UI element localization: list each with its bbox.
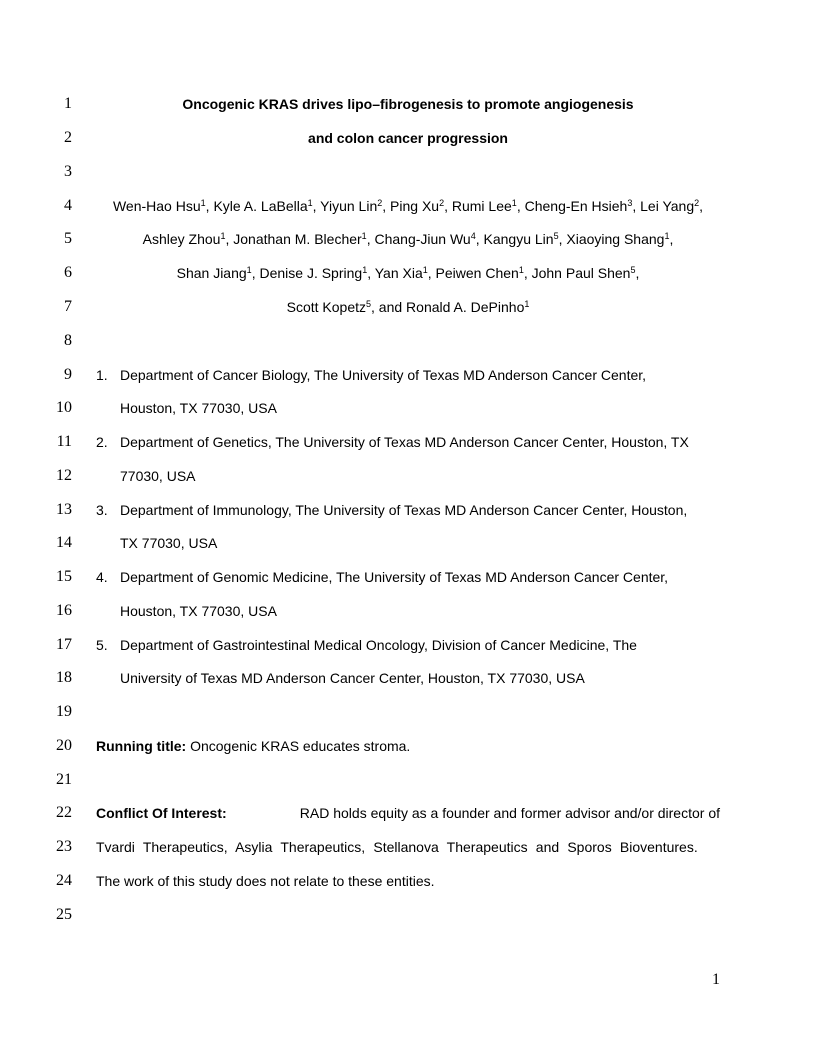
line-number: 22 <box>56 804 72 821</box>
author-line-2 <box>96 229 720 249</box>
separator: , <box>516 198 525 214</box>
affiliation-text: Department of Cancer Biology, The University of Texas MD Anderson Cancer Center, <box>120 367 647 383</box>
affiliation-marker: 1 <box>220 231 226 241</box>
line-number: 24 <box>56 872 72 889</box>
page-number: 1 <box>712 971 720 988</box>
separator: , <box>225 231 234 247</box>
separator: , <box>367 265 375 281</box>
affiliation-marker: 1 <box>246 265 252 275</box>
affiliation-marker: 2 <box>377 198 383 208</box>
affiliation-continuation: Houston, TX 77030, USA <box>120 603 277 619</box>
author-name: Cheng-En Hsieh <box>524 198 628 214</box>
author-name: Ashley Zhou <box>142 231 221 247</box>
author-name: Wen-Hao Hsu <box>112 198 201 214</box>
running-title-text: Oncogenic KRAS educates stroma. <box>190 738 411 754</box>
author-line-4 <box>96 297 720 317</box>
line-number: 8 <box>64 332 72 349</box>
separator: , <box>205 198 214 214</box>
separator: , <box>366 231 375 247</box>
line-number: 9 <box>64 366 72 383</box>
author-name: Lei Yang <box>640 198 695 214</box>
line-number: 2 <box>64 129 72 146</box>
line-number: 17 <box>56 636 72 653</box>
affiliation-item <box>96 432 720 452</box>
affiliation-marker: 1 <box>200 198 206 208</box>
affiliation-marker: 1 <box>362 265 368 275</box>
separator: , <box>444 198 452 214</box>
affiliation-text: Department of Genomic Medicine, The University of Texas MD Anderson Cancer Center, <box>120 569 669 585</box>
author-name: Denise J. Spring <box>259 265 363 281</box>
affiliation-item <box>96 567 720 587</box>
line-number: 12 <box>56 467 72 484</box>
separator: , and <box>371 299 407 315</box>
affiliation-marker: 1 <box>361 231 367 241</box>
affiliation-continuation: University of Texas MD Anderson Cancer Center, Houston, TX 77030, USA <box>120 670 585 686</box>
author-name: Peiwen Chen <box>435 265 519 281</box>
line-number: 23 <box>56 838 72 855</box>
affiliation-number: 1. <box>96 367 108 383</box>
author-name: Xiaoying Shang <box>566 231 665 247</box>
author-name: Scott Kopetz <box>286 299 366 315</box>
affiliation-number: 5. <box>96 637 108 653</box>
author-name: Kyle A. LaBella <box>213 198 308 214</box>
running-title <box>96 736 720 756</box>
affiliation-marker: 1 <box>518 265 524 275</box>
line-number: 6 <box>64 264 72 281</box>
running-title-label: Running title: <box>96 738 187 754</box>
line-number: 5 <box>64 230 72 247</box>
line-number: 7 <box>64 298 72 315</box>
affiliation-item <box>96 365 720 385</box>
title-line-1: Oncogenic KRAS drives lipo–fibrogenesis to promote angiogenesis <box>182 96 634 112</box>
conflict-text: RAD holds equity as a founder and former advisor and/or director of <box>299 805 720 821</box>
affiliation-marker: 5 <box>366 299 372 309</box>
author-name: Ping Xu <box>390 198 440 214</box>
affiliation-marker: 5 <box>553 231 559 241</box>
line-number: 10 <box>56 399 72 416</box>
author-name: Yan Xia <box>374 265 423 281</box>
affiliation-item <box>96 635 720 655</box>
conflict-line-1 <box>96 803 720 823</box>
affiliation-marker: 1 <box>511 198 517 208</box>
author-name: Rumi Lee <box>451 198 512 214</box>
author-line-1 <box>96 196 720 216</box>
affiliation-continuation: TX 77030, USA <box>120 535 218 551</box>
affiliation-marker: 1 <box>524 299 530 309</box>
affiliation-text: Department of Immunology, The University of Texas MD Anderson Cancer Center, Houston, <box>120 502 688 518</box>
line-number: 14 <box>56 534 72 551</box>
line-number: 21 <box>56 771 72 788</box>
separator: , <box>699 198 704 214</box>
affiliation-marker: 1 <box>664 231 670 241</box>
separator: , <box>427 265 436 281</box>
line-number: 20 <box>56 737 72 754</box>
line-number: 3 <box>64 163 72 180</box>
affiliation-text: Department of Gastrointestinal Medical Oncology, Division of Cancer Medicine, The <box>120 637 637 653</box>
affiliation-continuation: Houston, TX 77030, USA <box>120 400 277 416</box>
line-number: 4 <box>64 197 72 214</box>
line-number: 13 <box>56 501 72 518</box>
author-name: John Paul Shen <box>531 265 631 281</box>
separator: , <box>251 265 260 281</box>
separator: , <box>558 231 567 247</box>
affiliation-item <box>96 500 720 520</box>
affiliation-marker: 2 <box>439 198 445 208</box>
line-number: 1 <box>64 95 72 112</box>
separator: , <box>632 198 641 214</box>
affiliation-marker: 5 <box>630 265 636 275</box>
author-name: Shan Jiang <box>176 265 247 281</box>
separator: , <box>635 265 640 281</box>
affiliation-continuation: 77030, USA <box>120 468 196 484</box>
line-number: 25 <box>56 906 72 923</box>
separator: , <box>669 231 674 247</box>
affiliation-number: 2. <box>96 434 108 450</box>
separator: , <box>382 198 391 214</box>
author-name: Yiyun Lin <box>320 198 378 214</box>
separator: , <box>312 198 321 214</box>
author-name: Kangyu Lin <box>483 231 554 247</box>
conflict-line-3: The work of this study does not relate to these entities. <box>96 873 435 889</box>
affiliation-marker: 1 <box>307 198 313 208</box>
affiliation-number: 3. <box>96 502 108 518</box>
line-number: 11 <box>56 433 72 450</box>
separator: , <box>523 265 532 281</box>
author-name: Chang-Jiun Wu <box>374 231 471 247</box>
affiliation-marker: 4 <box>470 231 476 241</box>
affiliation-marker: 2 <box>694 198 700 208</box>
line-number: 16 <box>56 602 72 619</box>
line-number: 19 <box>56 703 72 720</box>
affiliation-marker: 3 <box>627 198 633 208</box>
author-name: Ronald A. DePinho <box>406 299 525 315</box>
affiliation-number: 4. <box>96 569 108 585</box>
affiliation-text: Department of Genetics, The University of Texas MD Anderson Cancer Center, Houston, TX <box>120 434 689 450</box>
author-line-3 <box>96 263 720 283</box>
separator: , <box>475 231 484 247</box>
affiliation-marker: 1 <box>422 265 428 275</box>
line-number: 18 <box>56 669 72 686</box>
title-line-2: and colon cancer progression <box>308 130 508 146</box>
conflict-label: Conflict Of Interest: <box>96 805 227 821</box>
line-number: 15 <box>56 568 72 585</box>
conflict-line-2: Tvardi Therapeutics, Asylia Therapeutics, Stellanova Therapeutics and Sporos Bioventures. <box>96 839 698 855</box>
author-name: Jonathan M. Blecher <box>233 231 362 247</box>
